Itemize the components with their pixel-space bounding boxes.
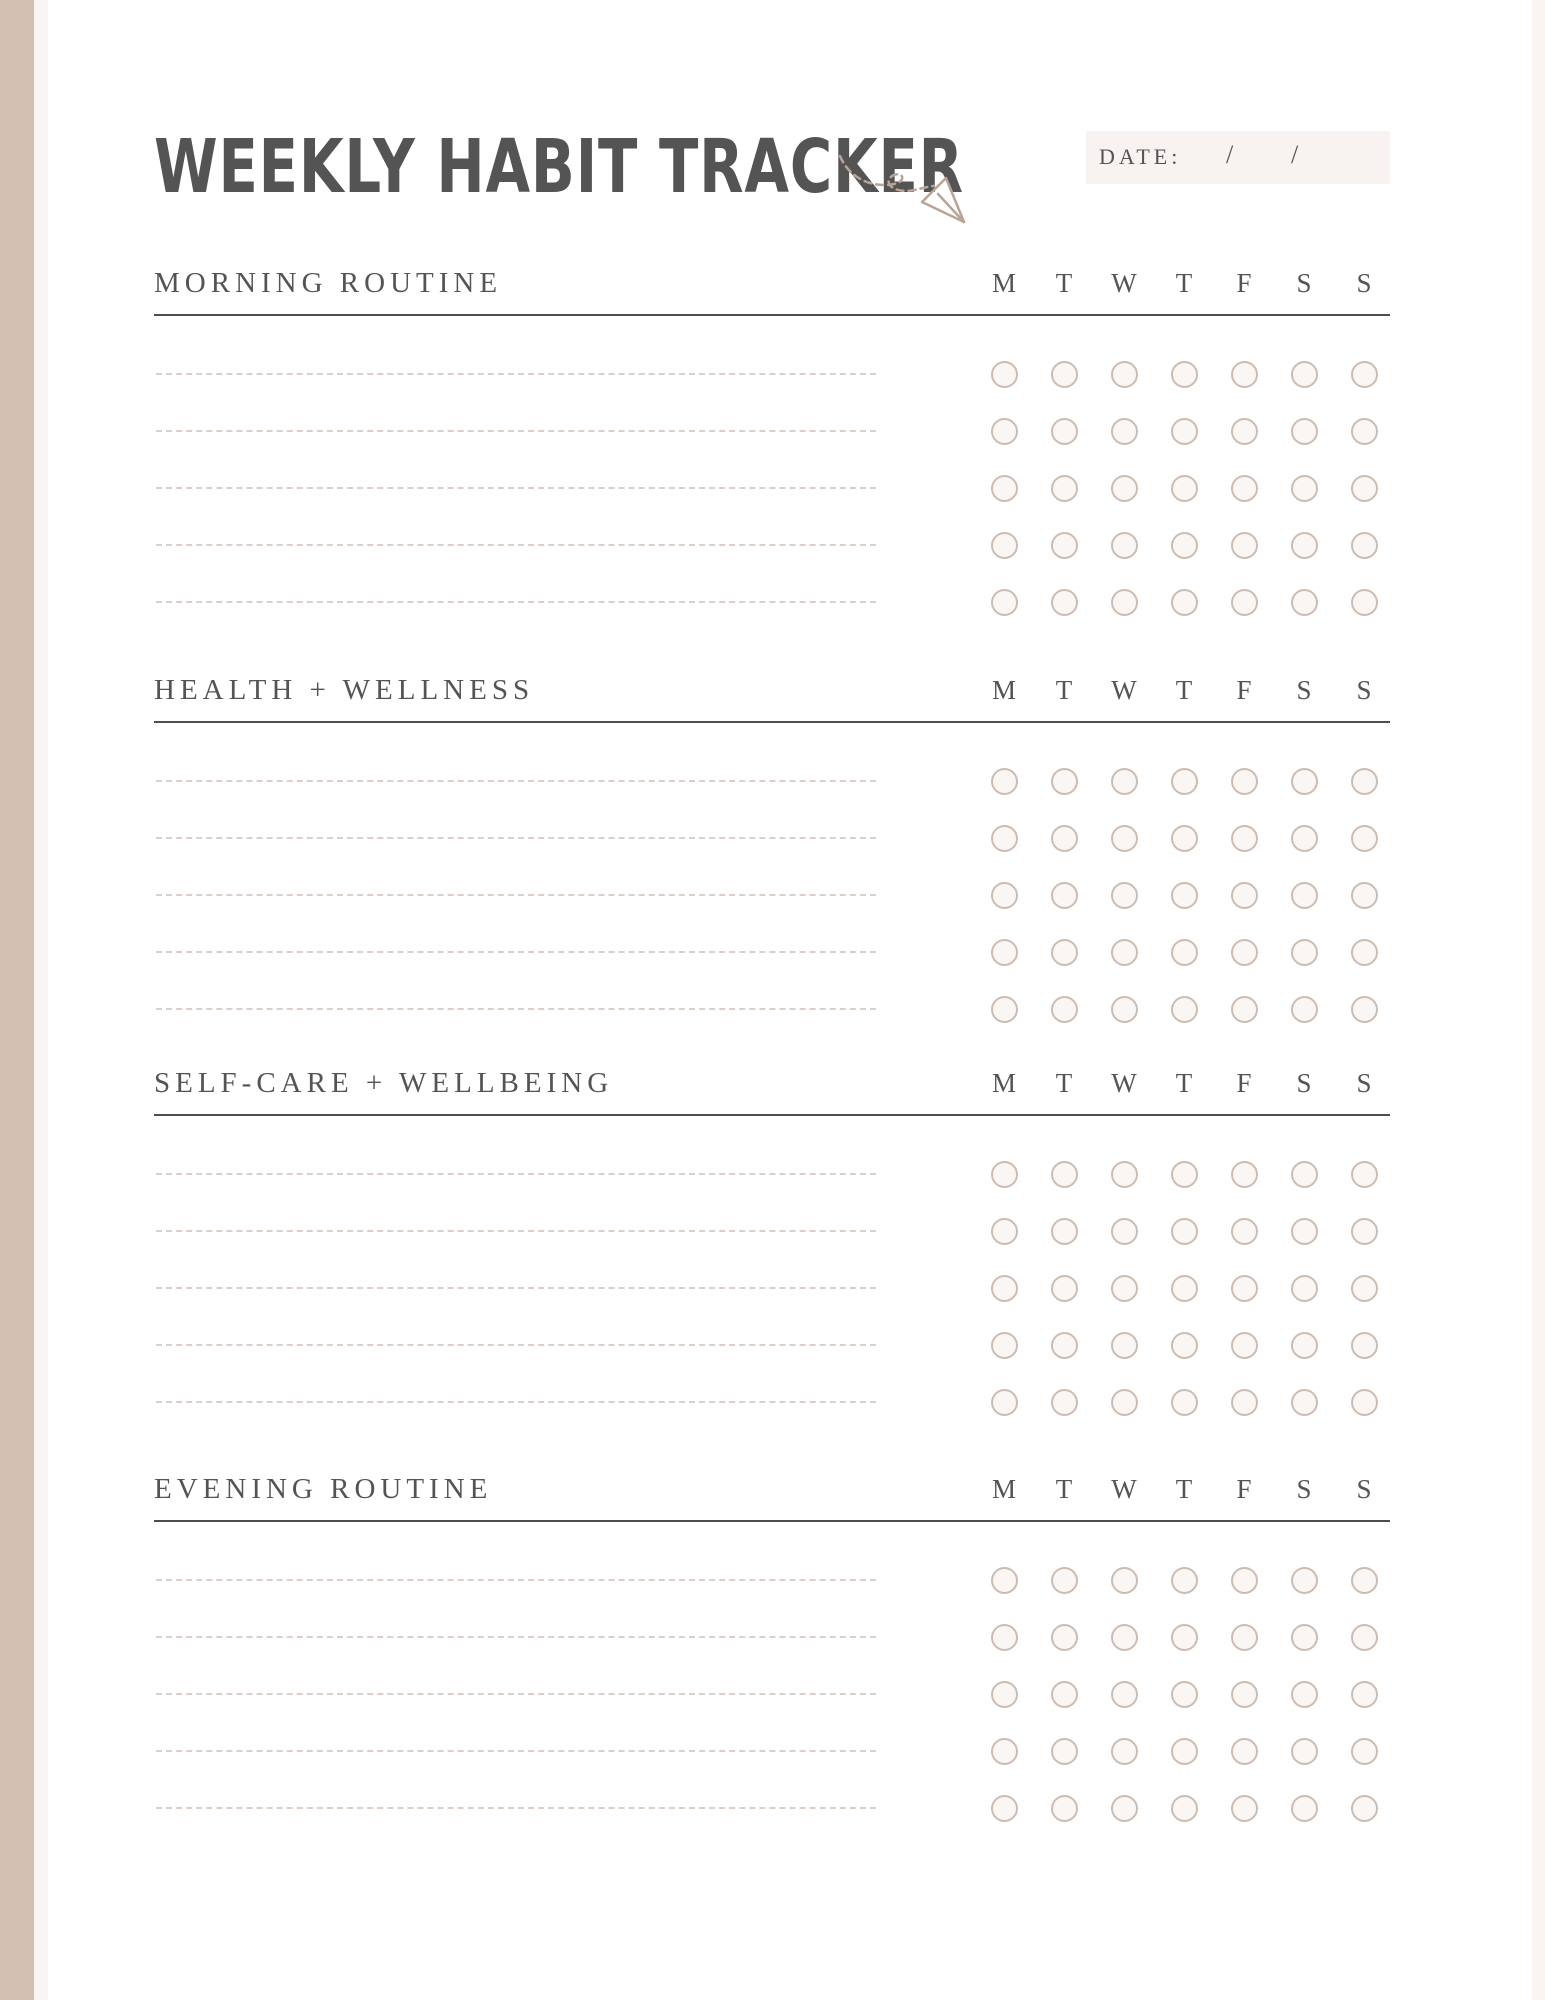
habit-check-circle[interactable] bbox=[1111, 1567, 1138, 1594]
habit-check-circle[interactable] bbox=[1171, 1389, 1198, 1416]
habit-check-circle[interactable] bbox=[1171, 1795, 1198, 1822]
habit-write-line[interactable] bbox=[156, 1693, 876, 1695]
habit-check-circle[interactable] bbox=[1291, 1567, 1318, 1594]
day-label: S bbox=[1356, 1474, 1372, 1504]
habit-check-circle[interactable] bbox=[1171, 996, 1198, 1023]
day-label: M bbox=[991, 675, 1016, 705]
date-separator: / bbox=[1226, 140, 1234, 169]
habit-check-circle[interactable] bbox=[991, 882, 1018, 909]
habit-check-circle[interactable] bbox=[1231, 1218, 1258, 1245]
habit-check-circle[interactable] bbox=[1171, 475, 1198, 502]
habit-check-circle[interactable] bbox=[1111, 1275, 1138, 1302]
habit-check-circle[interactable] bbox=[1051, 1275, 1078, 1302]
day-label: S bbox=[1356, 675, 1372, 705]
habit-check-circle[interactable] bbox=[1291, 418, 1318, 445]
habit-check-circle[interactable] bbox=[1231, 1681, 1258, 1708]
habit-write-line[interactable] bbox=[156, 544, 876, 546]
habit-check-circle[interactable] bbox=[1051, 1567, 1078, 1594]
habit-check-circle[interactable] bbox=[991, 418, 1018, 445]
habit-check-circle[interactable] bbox=[1231, 882, 1258, 909]
habit-check-circle[interactable] bbox=[1291, 1161, 1318, 1188]
habit-check-circle[interactable] bbox=[1051, 882, 1078, 909]
day-label: S bbox=[1356, 268, 1372, 298]
section-divider bbox=[154, 1114, 1390, 1116]
day-label: T bbox=[1175, 1068, 1193, 1098]
habit-check-circle[interactable] bbox=[1051, 1795, 1078, 1822]
habit-check-circle[interactable] bbox=[1111, 1332, 1138, 1359]
day-label: S bbox=[1296, 1068, 1312, 1098]
habit-check-circle[interactable] bbox=[991, 532, 1018, 559]
habit-check-circle[interactable] bbox=[1231, 475, 1258, 502]
habit-check-circle[interactable] bbox=[1351, 1389, 1378, 1416]
habit-check-circle[interactable] bbox=[1351, 361, 1378, 388]
habit-check-circle[interactable] bbox=[1351, 532, 1378, 559]
habit-check-circle[interactable] bbox=[1051, 1389, 1078, 1416]
habit-check-circle[interactable] bbox=[1051, 361, 1078, 388]
habit-check-circle[interactable] bbox=[1111, 996, 1138, 1023]
habit-check-circle[interactable] bbox=[1231, 996, 1258, 1023]
habit-check-circle[interactable] bbox=[1111, 1738, 1138, 1765]
habit-write-line[interactable] bbox=[156, 1636, 876, 1638]
habit-write-line[interactable] bbox=[156, 1344, 876, 1346]
habit-check-circle[interactable] bbox=[1231, 939, 1258, 966]
day-label: T bbox=[1175, 675, 1193, 705]
day-label: W bbox=[1111, 675, 1137, 705]
habit-check-circle[interactable] bbox=[1171, 1624, 1198, 1651]
section-title: SELF-CARE + WELLBEING bbox=[154, 1067, 614, 1099]
habit-check-circle[interactable] bbox=[1291, 1275, 1318, 1302]
habit-check-circle[interactable] bbox=[1051, 589, 1078, 616]
habit-write-line[interactable] bbox=[156, 1008, 876, 1010]
section-divider bbox=[154, 721, 1390, 723]
habit-check-circle[interactable] bbox=[1231, 1161, 1258, 1188]
habit-write-line[interactable] bbox=[156, 1173, 876, 1175]
day-label: T bbox=[1055, 1474, 1073, 1504]
day-label: M bbox=[991, 1068, 1016, 1098]
habit-check-circle[interactable] bbox=[1171, 361, 1198, 388]
habit-check-circle[interactable] bbox=[1051, 939, 1078, 966]
habit-check-circle[interactable] bbox=[1351, 475, 1378, 502]
habit-check-circle[interactable] bbox=[1051, 475, 1078, 502]
habit-check-circle[interactable] bbox=[1171, 825, 1198, 852]
habit-check-circle[interactable] bbox=[1171, 1681, 1198, 1708]
habit-check-circle[interactable] bbox=[1351, 768, 1378, 795]
habit-check-circle[interactable] bbox=[1291, 882, 1318, 909]
day-label: W bbox=[1111, 268, 1137, 298]
habit-check-circle[interactable] bbox=[991, 1218, 1018, 1245]
day-label: M bbox=[991, 1474, 1016, 1504]
habit-check-circle[interactable] bbox=[1171, 768, 1198, 795]
day-label: F bbox=[1236, 1068, 1252, 1098]
habit-write-line[interactable] bbox=[156, 1579, 876, 1581]
habit-write-line[interactable] bbox=[156, 430, 876, 432]
habit-check-circle[interactable] bbox=[1111, 825, 1138, 852]
habit-check-circle[interactable] bbox=[991, 768, 1018, 795]
habit-check-circle[interactable] bbox=[1291, 768, 1318, 795]
habit-write-line[interactable] bbox=[156, 837, 876, 839]
day-label: W bbox=[1111, 1068, 1137, 1098]
habit-check-circle[interactable] bbox=[1231, 589, 1258, 616]
habit-check-circle[interactable] bbox=[991, 1389, 1018, 1416]
habit-check-circle[interactable] bbox=[991, 475, 1018, 502]
date-label: DATE: bbox=[1099, 144, 1182, 169]
habit-check-circle[interactable] bbox=[1171, 1567, 1198, 1594]
habit-check-circle[interactable] bbox=[1111, 768, 1138, 795]
habit-check-circle[interactable] bbox=[1051, 1332, 1078, 1359]
habit-check-circle[interactable] bbox=[1351, 1332, 1378, 1359]
habit-check-circle[interactable] bbox=[1111, 939, 1138, 966]
habit-check-circle[interactable] bbox=[991, 1332, 1018, 1359]
day-label: S bbox=[1356, 1068, 1372, 1098]
habit-check-circle[interactable] bbox=[1291, 1738, 1318, 1765]
habit-check-circle[interactable] bbox=[1171, 1332, 1198, 1359]
habit-check-circle[interactable] bbox=[1111, 1218, 1138, 1245]
habit-check-circle[interactable] bbox=[1351, 1795, 1378, 1822]
habit-check-circle[interactable] bbox=[1051, 532, 1078, 559]
habit-check-circle[interactable] bbox=[1351, 825, 1378, 852]
habit-check-circle[interactable] bbox=[1051, 996, 1078, 1023]
habit-check-circle[interactable] bbox=[1291, 1681, 1318, 1708]
habit-check-circle[interactable] bbox=[1111, 1624, 1138, 1651]
habit-write-line[interactable] bbox=[156, 373, 876, 375]
day-label: T bbox=[1175, 268, 1193, 298]
habit-check-circle[interactable] bbox=[991, 939, 1018, 966]
habit-check-circle[interactable] bbox=[991, 1567, 1018, 1594]
habit-check-circle[interactable] bbox=[1231, 361, 1258, 388]
habit-check-circle[interactable] bbox=[1051, 768, 1078, 795]
day-label: T bbox=[1175, 1474, 1193, 1504]
left-accent-bar bbox=[0, 0, 34, 2000]
habit-check-circle[interactable] bbox=[1231, 1738, 1258, 1765]
page-title: WEEKLY HABIT TRACKER bbox=[154, 124, 964, 210]
section-title: MORNING ROUTINE bbox=[154, 267, 503, 299]
habit-check-circle[interactable] bbox=[1351, 589, 1378, 616]
habit-check-circle[interactable] bbox=[1351, 1567, 1378, 1594]
habit-check-circle[interactable] bbox=[991, 1681, 1018, 1708]
habit-check-circle[interactable] bbox=[1351, 996, 1378, 1023]
habit-check-circle[interactable] bbox=[1231, 1795, 1258, 1822]
section-divider bbox=[154, 314, 1390, 316]
section-title: EVENING ROUTINE bbox=[154, 1473, 493, 1505]
habit-check-circle[interactable] bbox=[1111, 1681, 1138, 1708]
habit-check-circle[interactable] bbox=[1351, 418, 1378, 445]
habit-check-circle[interactable] bbox=[1231, 418, 1258, 445]
habit-check-circle[interactable] bbox=[991, 1624, 1018, 1651]
habit-check-circle[interactable] bbox=[991, 1795, 1018, 1822]
habit-check-circle[interactable] bbox=[1111, 418, 1138, 445]
habit-check-circle[interactable] bbox=[1231, 532, 1258, 559]
habit-check-circle[interactable] bbox=[1291, 825, 1318, 852]
habit-check-circle[interactable] bbox=[1111, 1795, 1138, 1822]
day-label: S bbox=[1296, 675, 1312, 705]
habit-check-circle[interactable] bbox=[1231, 1389, 1258, 1416]
habit-check-circle[interactable] bbox=[1291, 475, 1318, 502]
habit-write-line[interactable] bbox=[156, 951, 876, 953]
habit-check-circle[interactable] bbox=[1291, 1795, 1318, 1822]
habit-check-circle[interactable] bbox=[1231, 768, 1258, 795]
habit-check-circle[interactable] bbox=[1231, 1332, 1258, 1359]
habit-check-circle[interactable] bbox=[1051, 1218, 1078, 1245]
day-label: F bbox=[1236, 1474, 1252, 1504]
habit-check-circle[interactable] bbox=[1111, 475, 1138, 502]
habit-write-line[interactable] bbox=[156, 601, 876, 603]
habit-write-line[interactable] bbox=[156, 1401, 876, 1403]
habit-check-circle[interactable] bbox=[1051, 1161, 1078, 1188]
habit-check-circle[interactable] bbox=[1291, 939, 1318, 966]
habit-check-circle[interactable] bbox=[1051, 1681, 1078, 1708]
habit-check-circle[interactable] bbox=[1171, 1275, 1198, 1302]
habit-check-circle[interactable] bbox=[1291, 1624, 1318, 1651]
habit-check-circle[interactable] bbox=[1231, 1567, 1258, 1594]
habit-check-circle[interactable] bbox=[1291, 589, 1318, 616]
habit-check-circle[interactable] bbox=[991, 825, 1018, 852]
habit-check-circle[interactable] bbox=[1171, 1738, 1198, 1765]
habit-check-circle[interactable] bbox=[1051, 1624, 1078, 1651]
day-label: T bbox=[1055, 1068, 1073, 1098]
day-label: M bbox=[991, 268, 1016, 298]
habit-check-circle[interactable] bbox=[1171, 1218, 1198, 1245]
habit-check-circle[interactable] bbox=[991, 1161, 1018, 1188]
habit-check-circle[interactable] bbox=[1351, 1624, 1378, 1651]
habit-check-circle[interactable] bbox=[1291, 1389, 1318, 1416]
habit-check-circle[interactable] bbox=[1351, 939, 1378, 966]
habit-check-circle[interactable] bbox=[1051, 825, 1078, 852]
habit-write-line[interactable] bbox=[156, 1807, 876, 1809]
day-label: S bbox=[1296, 268, 1312, 298]
day-label: T bbox=[1055, 268, 1073, 298]
habit-check-circle[interactable] bbox=[1171, 418, 1198, 445]
habit-check-circle[interactable] bbox=[1051, 418, 1078, 445]
habit-check-circle[interactable] bbox=[991, 361, 1018, 388]
habit-check-circle[interactable] bbox=[991, 1738, 1018, 1765]
section-divider bbox=[154, 1520, 1390, 1522]
habit-check-circle[interactable] bbox=[1291, 532, 1318, 559]
habit-check-circle[interactable] bbox=[1111, 589, 1138, 616]
habit-write-line[interactable] bbox=[156, 894, 876, 896]
habit-write-line[interactable] bbox=[156, 1750, 876, 1752]
habit-write-line[interactable] bbox=[156, 487, 876, 489]
habit-write-line[interactable] bbox=[156, 1230, 876, 1232]
habit-check-circle[interactable] bbox=[1291, 1332, 1318, 1359]
habit-check-circle[interactable] bbox=[1351, 882, 1378, 909]
habit-check-circle[interactable] bbox=[1111, 1161, 1138, 1188]
day-label: F bbox=[1236, 675, 1252, 705]
day-label: T bbox=[1055, 675, 1073, 705]
habit-check-circle[interactable] bbox=[1111, 1389, 1138, 1416]
habit-check-circle[interactable] bbox=[1111, 532, 1138, 559]
habit-check-circle[interactable] bbox=[1291, 996, 1318, 1023]
habit-check-circle[interactable] bbox=[1171, 882, 1198, 909]
habit-check-circle[interactable] bbox=[1231, 1624, 1258, 1651]
day-label: F bbox=[1236, 268, 1252, 298]
habit-write-line[interactable] bbox=[156, 780, 876, 782]
habit-check-circle[interactable] bbox=[1171, 1161, 1198, 1188]
habit-check-circle[interactable] bbox=[1351, 1161, 1378, 1188]
section-title: HEALTH + WELLNESS bbox=[154, 674, 535, 706]
habit-write-line[interactable] bbox=[156, 1287, 876, 1289]
day-label: S bbox=[1296, 1474, 1312, 1504]
right-page-edge bbox=[1532, 0, 1545, 2000]
habit-check-circle[interactable] bbox=[1171, 939, 1198, 966]
habit-check-circle[interactable] bbox=[1351, 1275, 1378, 1302]
habit-check-circle[interactable] bbox=[1111, 882, 1138, 909]
habit-check-circle[interactable] bbox=[1291, 361, 1318, 388]
habit-check-circle[interactable] bbox=[1351, 1681, 1378, 1708]
habit-check-circle[interactable] bbox=[1231, 1275, 1258, 1302]
paper-plane-icon bbox=[838, 150, 974, 230]
habit-check-circle[interactable] bbox=[991, 1275, 1018, 1302]
habit-check-circle[interactable] bbox=[1171, 589, 1198, 616]
habit-check-circle[interactable] bbox=[991, 996, 1018, 1023]
habit-check-circle[interactable] bbox=[1351, 1218, 1378, 1245]
habit-check-circle[interactable] bbox=[1351, 1738, 1378, 1765]
day-label: W bbox=[1111, 1474, 1137, 1504]
habit-check-circle[interactable] bbox=[1291, 1218, 1318, 1245]
habit-check-circle[interactable] bbox=[1231, 825, 1258, 852]
habit-check-circle[interactable] bbox=[1171, 532, 1198, 559]
habit-check-circle[interactable] bbox=[1111, 361, 1138, 388]
habit-check-circle[interactable] bbox=[991, 589, 1018, 616]
habit-check-circle[interactable] bbox=[1051, 1738, 1078, 1765]
date-separator: / bbox=[1291, 140, 1299, 169]
